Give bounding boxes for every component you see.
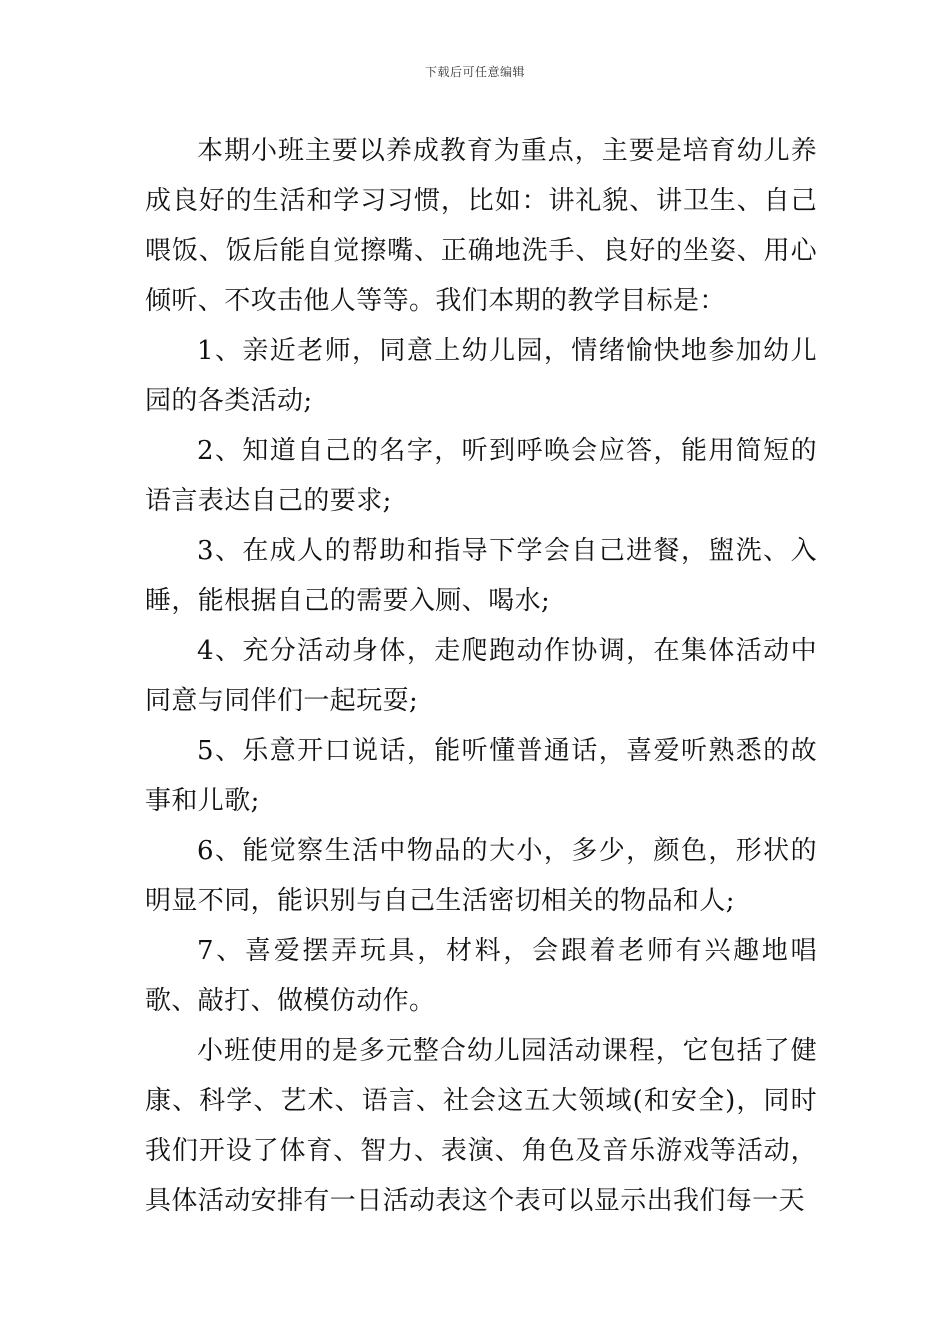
intro-paragraph: 本期小班主要以养成教育为重点，主要是培育幼儿养成良好的生活和学习习惯，比如：讲礼貌、讲卫生、自己喂饭、饭后能自觉擦嘴、正确地洗手、良好的坐姿、用心倾听、不攻击他人等等。我们本期的教学目标是： (145, 136, 817, 316)
curriculum-paragraph: 小班使用的是多元整合幼儿园活动课程，它包括了健康、科学、艺术、语言、社会这五大领域(和安全)，同时我们开设了体育、智力、表演、角色及音乐游戏等活动，具体活动安排有一日活动表这个表可以显示出我们每一天 (145, 1036, 817, 1216)
goal-item-3: 3、在成人的帮助和指导下学会自己进餐，盥洗、入睡，能根据自己的需要入厕、喝水; (145, 536, 817, 616)
goal-item-2: 2、知道自己的名字，听到呼唤会应答，能用简短的语言表达自己的要求; (145, 436, 817, 516)
goal-item-5: 5、乐意开口说话，能听懂普通话，喜爱听熟悉的故事和儿歌; (145, 736, 817, 816)
goal-item-7: 7、喜爱摆弄玩具，材料，会跟着老师有兴趣地唱歌、敲打、做模仿动作。 (145, 936, 817, 1016)
goal-item-4: 4、充分活动身体，走爬跑动作协调，在集体活动中同意与同伴们一起玩耍; (145, 636, 817, 716)
goal-item-6: 6、能觉察生活中物品的大小，多少，颜色，形状的明显不同，能识别与自己生活密切相关的物品和人; (145, 836, 817, 916)
document-body (145, 126, 817, 1226)
page-header: 下载后可任意编辑 (424, 65, 525, 79)
goal-item-1: 1、亲近老师，同意上幼儿园，情绪愉快地参加幼儿园的各类活动; (145, 336, 817, 416)
